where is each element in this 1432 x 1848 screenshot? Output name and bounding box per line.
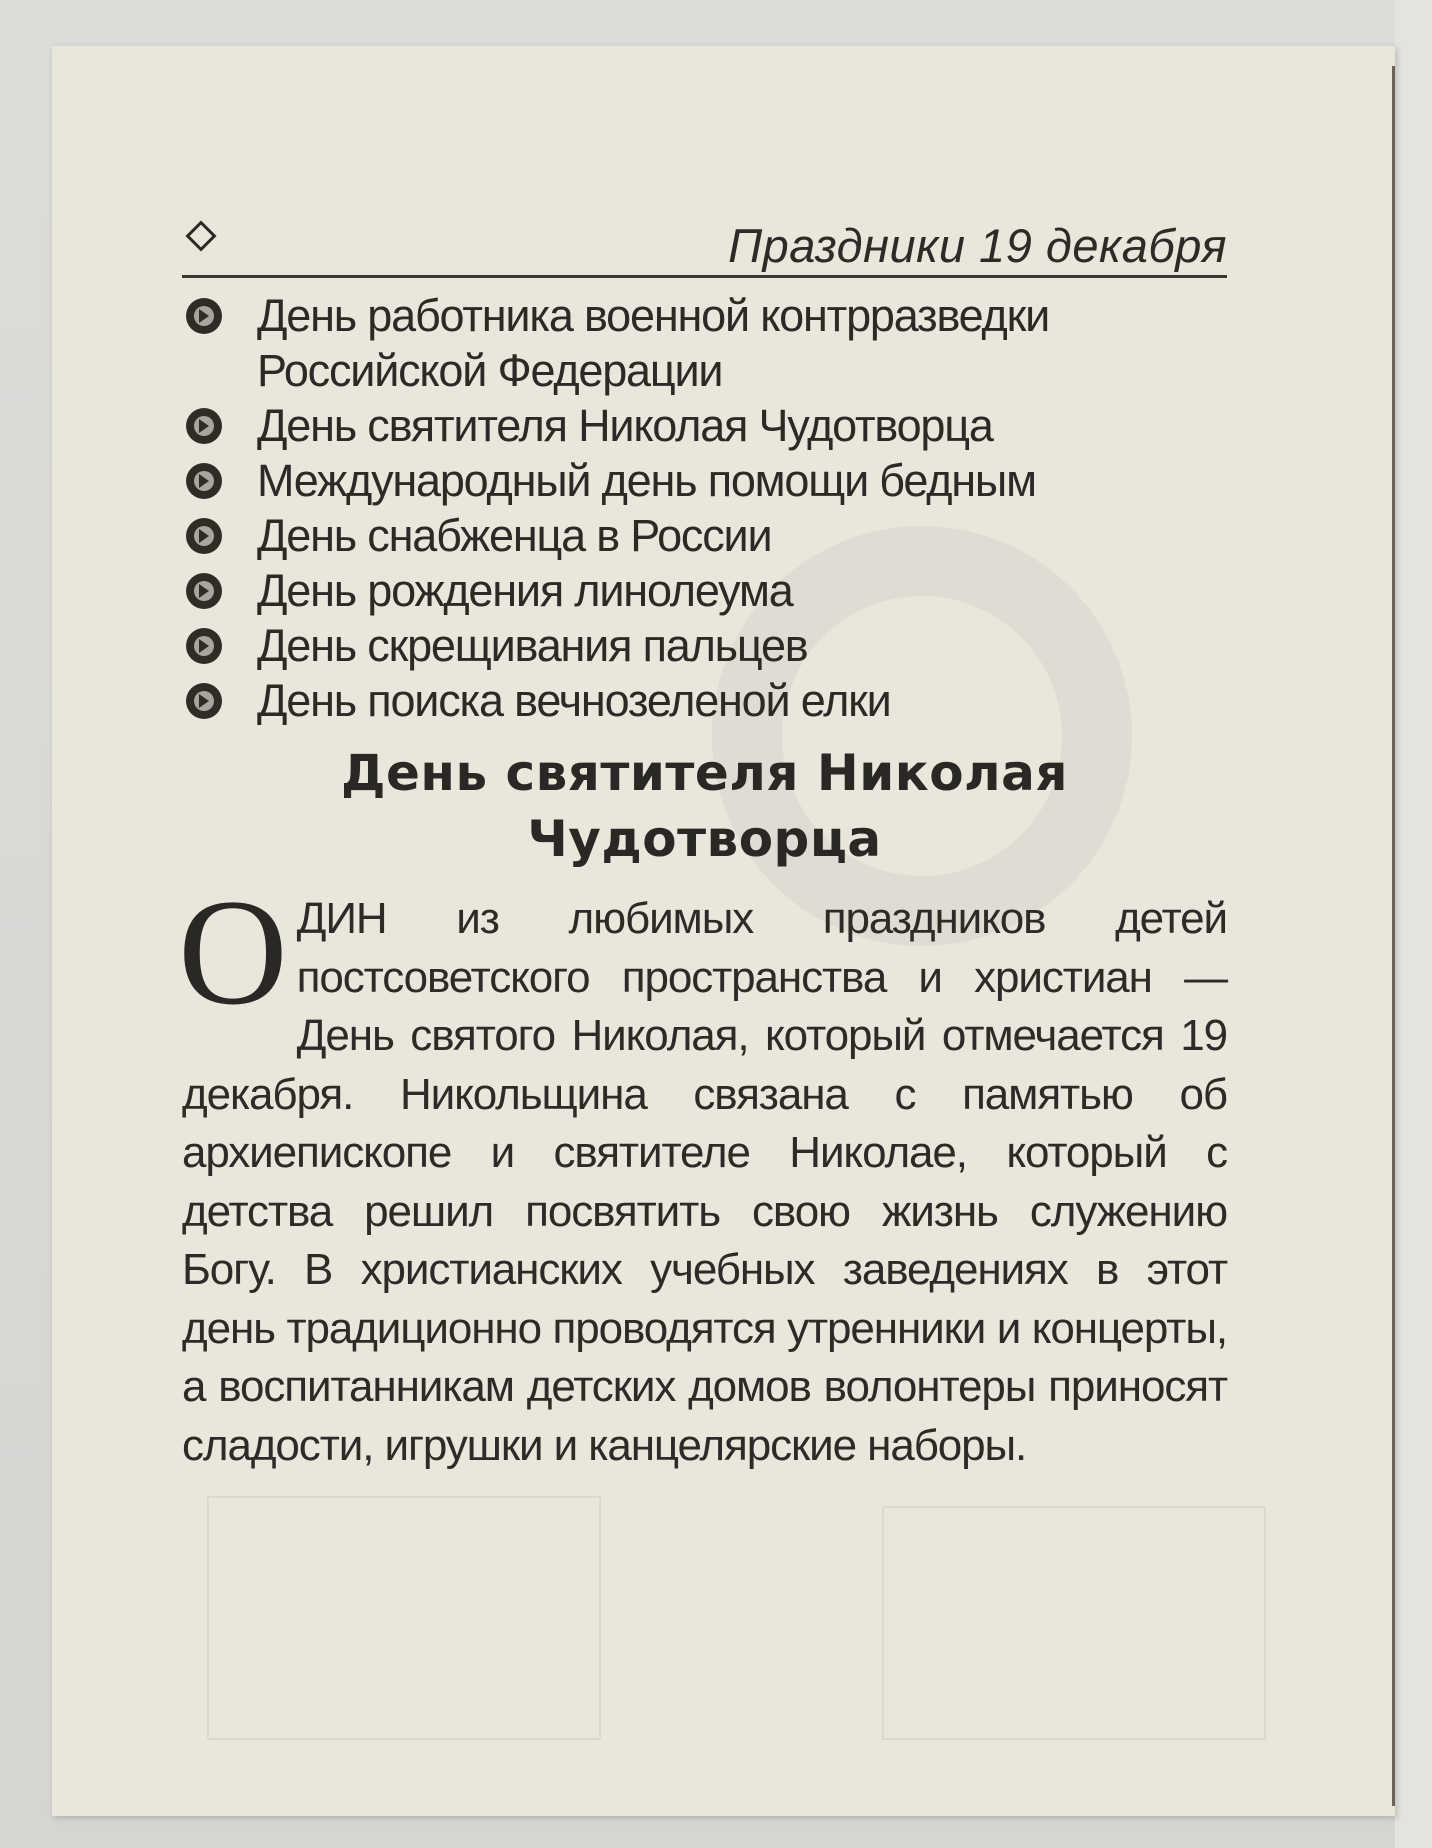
rubric-header bbox=[182, 205, 1227, 278]
diamond-icon bbox=[185, 220, 216, 251]
article-body bbox=[178, 868, 1227, 1475]
photo-backdrop bbox=[1395, 0, 1432, 1848]
bleed-through-box-left bbox=[207, 1496, 601, 1740]
drop-cap: О bbox=[178, 868, 287, 1036]
article-headline: День святителя Николая Чудотворца bbox=[340, 744, 1069, 868]
holiday-label: День скрещивания пальцев bbox=[257, 620, 808, 671]
play-circle-icon bbox=[186, 518, 222, 554]
play-circle-icon bbox=[186, 628, 222, 664]
holiday-label: День работника военной контрразведки Российской Федерации bbox=[257, 290, 1050, 396]
play-circle-icon bbox=[186, 683, 222, 719]
holiday-list bbox=[182, 288, 1227, 728]
bleed-through-box-right bbox=[882, 1506, 1266, 1740]
holiday-label: День снабженца в России bbox=[257, 510, 772, 561]
list-item bbox=[182, 508, 1227, 563]
list-item bbox=[182, 618, 1227, 673]
play-circle-icon bbox=[186, 298, 222, 334]
holiday-label: День святителя Николая Чудотворца bbox=[257, 400, 993, 451]
holiday-label: День рождения линолеума bbox=[257, 565, 793, 616]
list-item bbox=[182, 398, 1227, 453]
holiday-label: Международный день помощи бедным bbox=[257, 455, 1036, 506]
holiday-label: День поиска вечнозеленой елки bbox=[257, 675, 891, 726]
rubric-title: Праздники 19 декабря bbox=[728, 219, 1227, 272]
play-circle-icon bbox=[186, 463, 222, 499]
list-item bbox=[182, 288, 1227, 398]
article-body-text: ДИН из любимых праздников детей постсоветского пространства и христиан — День святого Николая, который отмечается 19 декабря. Никольщина связана с памятью об архиепископе и святителе Николае, который с детства решил посвятить свою жизнь служению Богу. В христианских учебных заведениях в этот день традиционно проводятся утренники и концерты, а воспитанникам детских домов волонтеры приносят сладости, игрушки и канцелярские наборы. bbox=[182, 894, 1227, 1470]
list-item bbox=[182, 673, 1227, 728]
play-circle-icon bbox=[186, 573, 222, 609]
list-item bbox=[182, 563, 1227, 618]
article-column bbox=[178, 205, 1227, 1519]
play-circle-icon bbox=[186, 408, 222, 444]
list-item bbox=[182, 453, 1227, 508]
